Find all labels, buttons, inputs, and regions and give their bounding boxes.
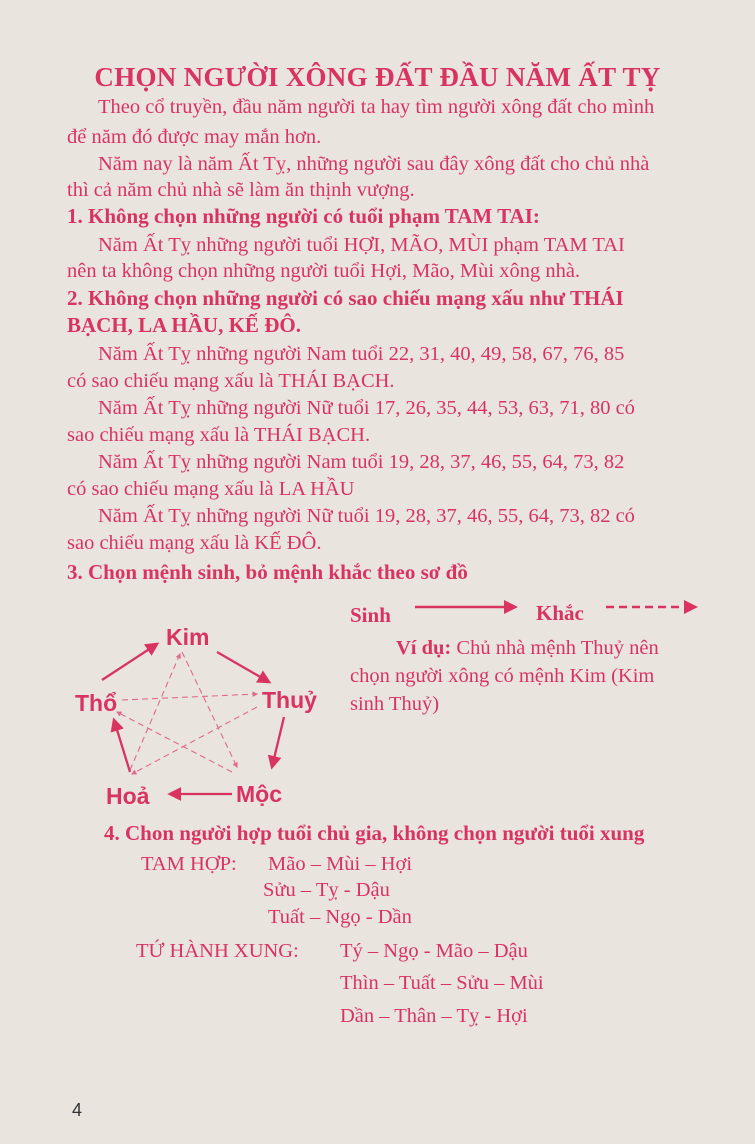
section-1-heading: 1. Không chọn những người có tuổi phạm TAM TAI:: [67, 204, 540, 228]
example-label: Ví dụ:: [396, 637, 452, 659]
tu-hanh-xung-label: TỨ HÀNH XUNG:: [136, 940, 299, 962]
section-2-line: có sao chiếu mạng xấu là LA HẦU: [67, 478, 355, 500]
section-2-line: sao chiếu mạng xấu là THÁI BẠCH.: [67, 424, 371, 446]
page-title: CHỌN NGƯỜI XÔNG ĐẤT ĐẦU NĂM ẤT TỴ: [94, 62, 661, 92]
section-1-line: Năm Ất Tỵ những người tuổi HỢI, MÃO, MÙI phạm TAM TAI: [98, 234, 625, 256]
tu-hanh-xung-item: Thìn – Tuất – Sửu – Mùi: [340, 972, 544, 994]
legend-khac-arrow: [604, 597, 704, 617]
legend-sinh-arrow: [412, 597, 522, 617]
section-2-line: Năm Ất Tỵ những người Nữ tuổi 19, 28, 37, 46, 55, 64, 73, 82 có: [98, 505, 635, 527]
khac-kim-moc-arrow: [182, 652, 237, 767]
intro-line: Năm nay là năm Ất Tỵ, những người sau đây xông đất cho chủ nhà: [98, 153, 650, 175]
legend-khac-label: Khắc: [536, 601, 584, 625]
node-hoa: Hoả: [106, 783, 150, 809]
section-2-line: Năm Ất Tỵ những người Nam tuổi 22, 31, 40, 49, 58, 67, 76, 85: [98, 343, 625, 365]
tam-hop-item: Tuất – Ngọ - Dần: [268, 906, 412, 928]
tam-hop-item: Sửu – Tỵ - Dậu: [263, 879, 390, 901]
section-2-line: sao chiếu mạng xấu là KẾ ĐÔ.: [67, 532, 322, 554]
section-2-heading: 2. Không chọn những người có sao chiếu mạng xấu như THÁI: [67, 286, 624, 310]
example-line: [396, 638, 659, 659]
khac-moc-tho-arrow: [117, 712, 232, 772]
section-3-heading: 3. Chọn mệnh sinh, bỏ mệnh khắc theo sơ đồ: [67, 560, 468, 584]
section-2-line: có sao chiếu mạng xấu là THÁI BẠCH.: [67, 370, 395, 392]
intro-line: Theo cổ truyền, đầu năm người ta hay tìm người xông đất cho mình: [98, 96, 655, 118]
tu-hanh-xung-item: Dần – Thân – Tỵ - Hợi: [340, 1005, 528, 1027]
tu-hanh-xung-item: Tý – Ngọ - Mão – Dậu: [340, 940, 528, 962]
node-moc: Mộc: [236, 781, 282, 807]
node-kim: Kim: [166, 624, 210, 650]
sinh-hoa-tho-arrow: [114, 720, 130, 772]
section-2-line: Năm Ất Tỵ những người Nữ tuổi 17, 26, 35, 44, 53, 63, 71, 80 có: [98, 397, 635, 419]
sinh-kim-thuy-arrow: [217, 652, 269, 682]
legend-sinh-label: Sinh: [350, 603, 391, 627]
section-2-heading: BẠCH, LA HẦU, KẾ ĐÔ.: [67, 313, 301, 337]
example-line: sinh Thuỷ): [350, 693, 440, 715]
node-thuy: Thuỷ: [262, 687, 317, 713]
five-elements-diagram: [62, 612, 352, 822]
intro-line: thì cả năm chủ nhà sẽ làm ăn thịnh vượng.: [67, 179, 415, 201]
sinh-thuy-moc-arrow: [272, 717, 284, 767]
tam-hop-item: Mão – Mùi – Hợi: [268, 853, 413, 875]
node-tho: Thổ: [75, 690, 118, 716]
tam-hop-label: TAM HỢP:: [141, 853, 237, 875]
section-2-line: Năm Ất Tỵ những người Nam tuổi 19, 28, 37, 46, 55, 64, 73, 82: [98, 451, 625, 473]
section-1-line: nên ta không chọn những người tuổi Hợi, Mão, Mùi xông nhà.: [67, 260, 581, 282]
intro-line: để năm đó được may mắn hơn.: [67, 126, 322, 148]
section-4-heading: 4. Chon người hợp tuổi chủ gia, không chọn người tuổi xung: [104, 821, 645, 845]
khac-hoa-kim-arrow: [130, 654, 180, 770]
page-number: 4: [72, 1100, 83, 1120]
khac-tho-thuy-arrow: [122, 694, 257, 700]
khac-thuy-hoa-arrow: [132, 707, 257, 774]
example-line: chọn người xông có mệnh Kim (Kim: [350, 665, 655, 687]
example-text: Chủ nhà mệnh Thuỷ nên: [451, 637, 659, 659]
sinh-tho-kim-arrow: [102, 644, 157, 680]
